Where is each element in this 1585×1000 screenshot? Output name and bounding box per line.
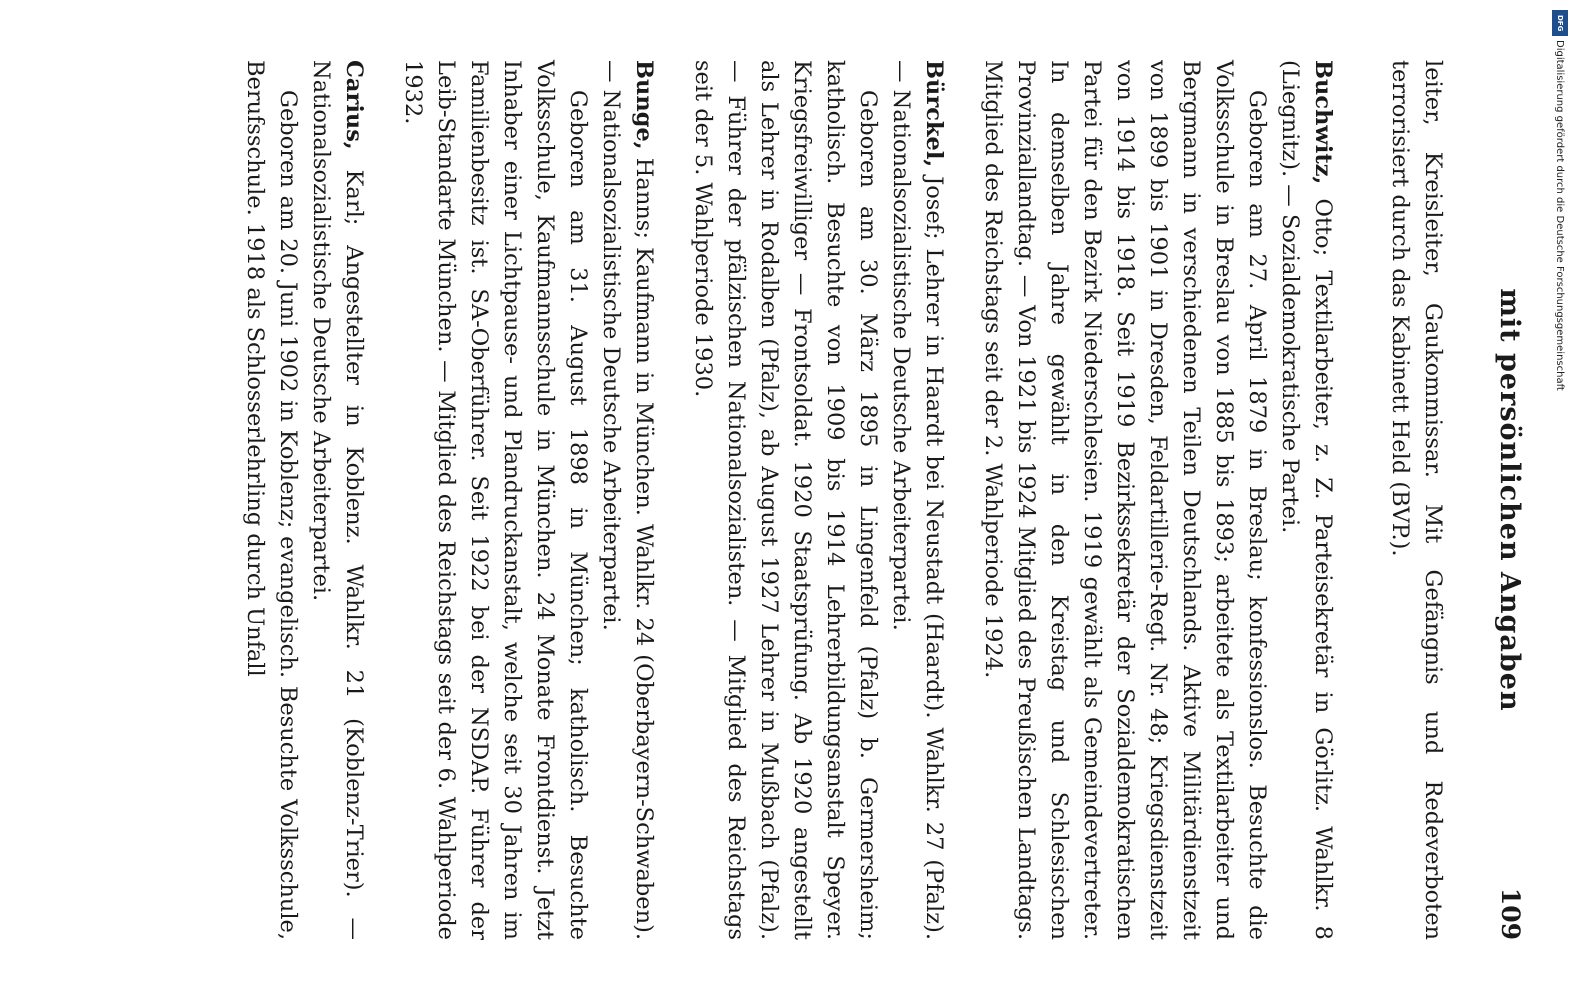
entry-intro [594,60,660,940]
entry-intro-text: Otto; Textilarbeiter, z. Z. Parteisekretär in Görlitz. Wahlkr. 8 (Liegnitz). — Sozialdemokratische Partei. [1277,60,1336,940]
entry-intro [884,60,950,940]
entry-body: Geboren am 31. August 1898 in München; katholisch. Besuchte Volksschule, Kaufmannsschule in München. 24 Monate Frontdienst. Jetzt Inhaber einer Lichtpause- und Plandruckanstalt, welche seit 30 Jahren im Familienbesitz ist. SA-Oberführer. Seit 1922 bei der NSDAP. Führer der Leib-Standarte München. — Mitglied des Reichstags seit der 6. Wahlperiode 1932. [400,60,591,940]
entry-intro-text: Karl; Angestellter in Koblenz. Wahlkr. 21 (Koblenz-Trier). — Nationalsozialistische Deutsche Arbeiterpartei. [308,60,367,940]
biography-entry-buchwitz [976,60,1339,940]
entry-body: Geboren am 27. April 1879 in Breslau; konfessionslos. Besuchte die Volksschule in Breslau von 1885 bis 1893; arbeitete als Textilarbeiter und Bergmann in verschiedenen Teilen Deutschlands. Aktive Militärdienstzeit von 1899 bis 1901 in Dresden, Feldartillerie-Regt. Nr. 48; Kriegsdienstzeit von 1914 bis 1918. Seit 1919 Bezirkssekretär der Sozialdemokratischen Partei für den Bezirk Niederschlesien. 1919 gewählt als Gemeindevertreter. In demselben Jahre gewählt in den Kreistag und Schlesischen Provinziallandtag. — Von 1921 bis 1924 Mitglied des Preußischen Landtags. Mitglied des Reichstags seit der 2. Wahlperiode 1924. [980,60,1270,940]
entry-intro-text: Hanns; Kaufmann in München. Wahlkr. 24 (Oberbayern-Schwaben). — Nationalsozialistische Deutsche Arbeiterpartei. [598,60,657,940]
entry-body: Geboren am 20. Juni 1902 in Koblenz; evangelisch. Besuchte Volksschule, Berufsschule. 1918 als Schlosserlehrling durch Unfall [242,60,301,940]
biography-entry-bunge [396,60,660,940]
dfg-logo-icon: DFG [1552,10,1568,36]
book-page [212,60,1525,940]
dfg-credit [1548,8,1572,391]
entry-name: Bunge, [631,60,657,150]
biography-entry-carius [238,60,370,940]
entry-name: Buchwitz, [1310,60,1336,185]
entry-intro [1273,60,1339,940]
page-title: mit persönlichen Angaben [1494,288,1525,712]
entry-intro [304,60,370,940]
biography-entry-buerckel [686,60,950,940]
continued-entry [1383,60,1449,940]
entry-name: Bürckel, [921,60,947,168]
entry-intro-text: Josef; Lehrer in Haardt bei Neustadt (Haardt). Wahlkr. 27 (Pfalz). — Nationalsozialistische Deutsche Arbeiterpartei. [888,60,947,941]
running-head [1485,60,1525,940]
continued-text: leiter, Kreisleiter, Gaukommissar. Mit Gefängnis und Redeverboten terrorisiert durch das Kabinett Held (BVP.). [1387,60,1446,940]
entry-name: Carius, [341,60,367,150]
entry-body: Geboren am 30. März 1895 in Lingenfeld (Pfalz) b. Germersheim; katholisch. Besuchte von 1909 bis 1914 Lehrerbildungsanstalt Speyer. Kriegsfreiwilliger — Frontsoldat. 1920 Staatsprüfung. Ab 1920 angestellt als Lehrer in Rodalben (Pfalz), ab August 1927 Lehrer in Mußbach (Pfalz). — Führer der pfälzischen Nationalsozialisten. — Mitglied des Reichstags seit der 5. Wahlperiode 1930. [690,60,881,940]
credit-text: Digitalisierung gefördert durch die Deutsche Forschungsgemeinschaft [1554,40,1565,391]
page-number: 109 [1496,887,1525,940]
